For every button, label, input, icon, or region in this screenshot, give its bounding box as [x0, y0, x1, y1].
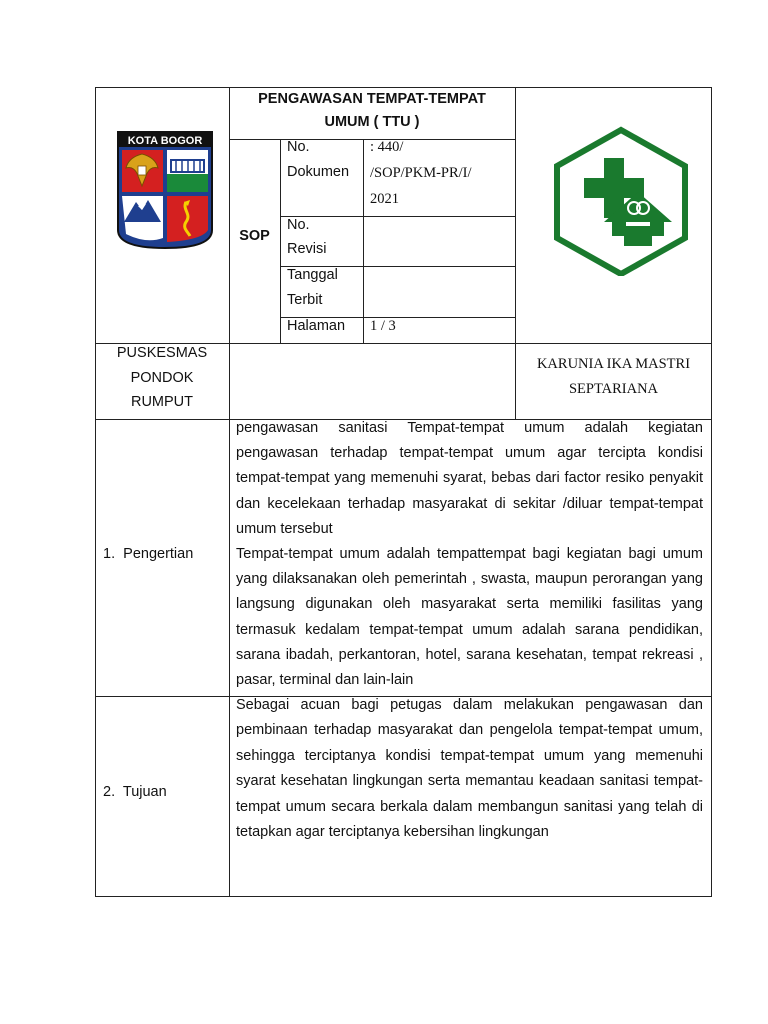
meta-value-no-dokumen-2: /SOP/PKM-PR/I/: [370, 165, 472, 181]
signer-name-line1: KARUNIA IKA MASTRI: [536, 356, 691, 372]
meta-label-no-revisi-2: Revisi: [287, 241, 327, 257]
meta-value-halaman: 1 / 3: [370, 318, 396, 334]
pengertian-paragraph: pengawasan sanitasi Tempat-tempat umum adalah kegiatan pengawasan terhadap tempat-tempat umum agar tercipta kondisi tempat-tempat yang memenuhi syarat, bebas dari factor resiko penyakit dan kecelekaan terhadap masyarakat di sekitar /diluar tempat-tempat umum tersebut: [236, 420, 703, 537]
org-name-line2: PONDOK: [130, 370, 194, 386]
divider-meta-row1: [280, 216, 515, 217]
section-body-pengertian: [236, 416, 703, 693]
pengertian-paragraph: Tempat-tempat umum adalah tempattempat bagi kegiatan bagi umum yang dilaksanakan oleh pemerintah , swasta, maupun perorangan yang langsung digunakan oleh masyarakat serta memiliki fasilitas yang termasuk kedalam tempat-tempat umum adalah sarana pendidikan, sarana ibadah, perkantoran, hotel, sarana kesehatan, tempat rekreasi , pasar, terminal dan lain-lain: [236, 546, 703, 689]
meta-label-halaman: Halaman: [287, 318, 346, 334]
divider-col-left: [229, 87, 230, 897]
section-label-tujuan: 2. Tujuan: [103, 784, 167, 800]
meta-label-tanggal-terbit-1: Tanggal: [287, 267, 338, 283]
org-name-line1: PUSKESMAS: [116, 345, 208, 361]
meta-value-no-dokumen-1: : 440/: [370, 139, 404, 155]
divider-sop-meta: [280, 139, 281, 343]
document-title-line1: PENGAWASAN TEMPAT-TEMPAT: [258, 91, 486, 107]
puskesmas-logo: [552, 126, 690, 276]
org-name-line3: RUMPUT: [130, 394, 194, 410]
sop-label: SOP: [239, 228, 270, 244]
kota-bogor-logo: [116, 130, 214, 250]
tujuan-paragraph: Sebagai acuan bagi petugas dalam melakukan pengawasan dan pembinaan terhadap masyarakat dan pengelola tempat-tempat umum, sehingga terciptanya kondisi tempat-tempat umum yang memenuhi syarat kesehatan lingkungan serta memantau keadaan sanitasi tempat-tempat umum secara berkala dalam membangun sanitasi yang telah di tetapkan agar terciptanya kebersihan lingkungan: [236, 697, 703, 841]
meta-value-no-dokumen-3: 2021: [370, 191, 399, 207]
divider-meta-label-value: [363, 139, 364, 343]
svg-text:KOTA BOGOR: KOTA BOGOR: [127, 135, 203, 147]
signer-name-line2: SEPTARIANA: [568, 381, 659, 397]
meta-label-no-dokumen-2: Dokumen: [287, 164, 350, 180]
section-body-tujuan: [236, 693, 703, 845]
meta-label-no-dokumen-1: No.: [287, 139, 310, 155]
meta-label-tanggal-terbit-2: Terbit: [287, 292, 323, 308]
puskesmas-cross-icon: [552, 126, 690, 276]
meta-label-no-revisi-1: No.: [287, 217, 310, 233]
document-title-line2: UMUM ( TTU ): [324, 114, 420, 130]
kota-bogor-crest-icon: [116, 130, 214, 250]
section-label-pengertian: 1. Pengertian: [103, 546, 194, 562]
